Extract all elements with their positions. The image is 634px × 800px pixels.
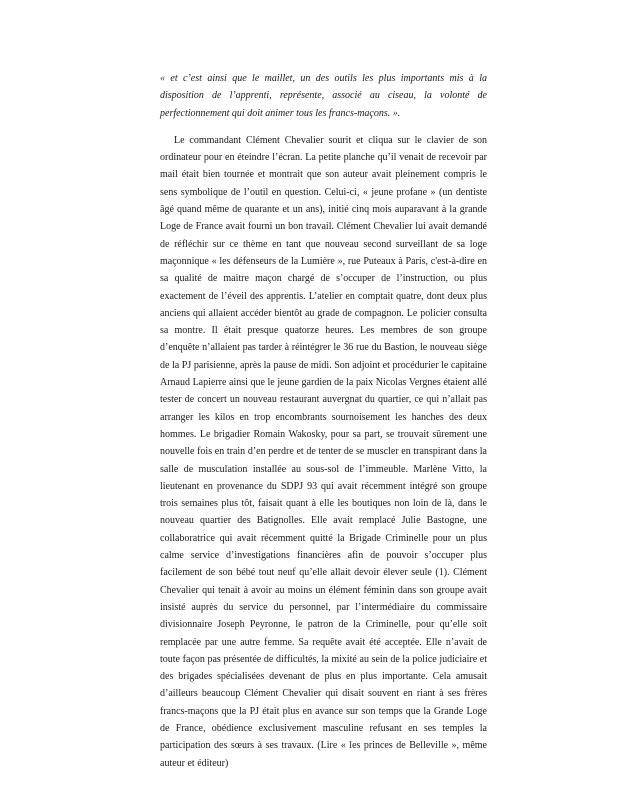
text-block <box>160 70 487 772</box>
body-paragraph: Le commandant Clément Chevalier sourit et cliqua sur le clavier de son ordinateur pour en éteindre l’écran. La petite planche qu’il venait de recevoir par mail était bien tournée et montrait que son auteur avait pleinement compris le sens symbolique de l’outil en question. Celui-ci, « jeune profane » (un dentiste âgé quand même de quarante et un ans), initié cinq mois auparavant à la grande Loge de France avait fourni un bon travail. Clément Chevalier lui avait demandé de réfléchir sur ce thème en tant que nouveau second surveillant de sa loge maçonnique « les défenseurs de la Lumière », rue Puteaux à Paris, c'est-à-dire en sa qualité de maitre maçon chargé de s’occuper de l’instruction, ou plus exactement de l’éveil des apprentis. L’atelier en comptait quatre, dont deux plus anciens qui allaient accéder bientôt au grade de compagnon. Le policier consulta sa montre. Il était presque quatorze heures. Les membres de son groupe d’enquête n’allaient pas tarder à réintégrer le 36 rue du Bastion, le nouveau siège de la PJ parisienne, après la pause de midi. Son adjoint et procédurier le capitaine Arnaud Lapierre ainsi que le jeune gardien de la paix Nicolas Vergnes étaient allé tester de concert un nouveau restaurant auvergnat du quartier, ce qui n’allait pas arranger les kilos en trop encombrants sournoisement les hanches des deux hommes. Le brigadier Romain Wakosky, pour sa part, se trouvait sûrement une nouvelle fois en train d’en perdre et de tenter de se muscler en transpirant dans la salle de musculation installée au sous-sol de l’immeuble. Marlène Vitto, la lieutenant en provenance du SDPJ 93 qui avait récemment intégré son groupe trois semaines plus tôt, faisait quant à elle les boutiques non loin de là, dans le nouveau quartier des Batignolles. Elle avait remplacé Julie Bastogne, une collaboratrice qui avait récemment quitté la Brigade Criminelle pour un plus calme service d’investigations financières afin de pouvoir s’occuper plus facilement de son bébé tout neuf qu’elle allait devoir élever seule (1). Clément Chevalier qui tenait à avoir au moins un élément féminin dans son groupe avait insisté auprès du service du personnel, par l’intermédiaire du commissaire divisionnaire Joseph Peyronne, le patron de la Criminelle, pour qu’elle soit remplacée par une autre femme. Sa requête avait été acceptée. Elle n’avait de toute façon pas présentée de difficultés, la mixité au sein de la police judiciaire et des brigades spécialisées devenant de plus en plus importante. Cela amusait d’ailleurs beaucoup Clément Chevalier qui disait souvent en riant à ses frères francs-maçons que la PJ était plus en avance sur son temps que la Grande Loge de France, obédience exclusivement masculine refusant en ses temples la participation des sœurs à ses travaux. (Lire « les princes de Belleville », même auteur et éditeur) <box>160 134 487 769</box>
quote-paragraph: « et c’est ainsi que le maillet, un des outils les plus importants mis à la disposition de l’apprenti, représente, associé au ciseau, la volonté de perfectionnement qui doit animer tous les francs-maçons. ». <box>160 73 487 119</box>
